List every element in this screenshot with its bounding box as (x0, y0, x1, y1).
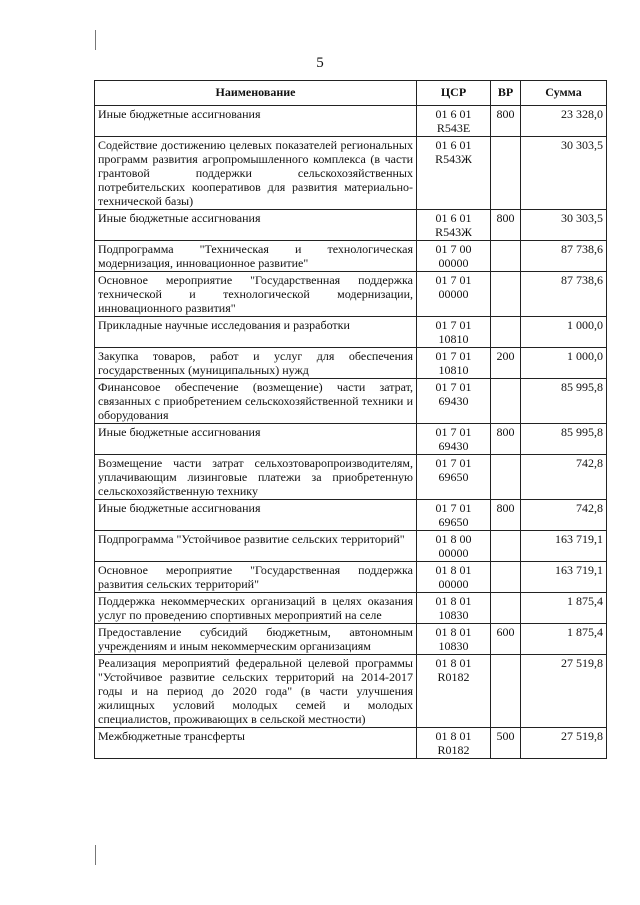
row-csr-line2: 69650 (438, 515, 469, 529)
row-vr: 800 (491, 106, 521, 137)
row-sum: 1 000,0 (521, 317, 607, 348)
row-sum: 85 995,8 (521, 379, 607, 424)
table-row (95, 210, 607, 241)
row-csr (417, 531, 491, 562)
row-vr (491, 593, 521, 624)
row-vr (491, 137, 521, 210)
row-name: Иные бюджетные ассигнования (95, 424, 417, 455)
row-sum: 27 519,8 (521, 728, 607, 759)
table-row (95, 241, 607, 272)
row-name: Поддержка некоммерческих организаций в целях оказания услуг по проведению спортивных мероприятий на селе (95, 593, 417, 624)
row-name: Иные бюджетные ассигнования (95, 106, 417, 137)
row-csr-line1: 01 8 01 (435, 656, 472, 670)
row-vr (491, 241, 521, 272)
row-sum: 87 738,6 (521, 241, 607, 272)
row-vr (491, 455, 521, 500)
row-vr: 500 (491, 728, 521, 759)
row-csr (417, 272, 491, 317)
row-csr (417, 500, 491, 531)
row-csr-line1: 01 8 00 (435, 532, 472, 546)
budget-table (94, 80, 607, 759)
row-csr (417, 137, 491, 210)
row-csr (417, 593, 491, 624)
row-vr (491, 562, 521, 593)
row-sum: 30 303,5 (521, 137, 607, 210)
row-vr: 600 (491, 624, 521, 655)
header-name: Наименование (95, 81, 417, 106)
row-csr-line1: 01 7 01 (435, 380, 472, 394)
row-name: Основное мероприятие "Государственная поддержка технической и технологической модернизации, инновационного развития" (95, 272, 417, 317)
row-name: Межбюджетные трансферты (95, 728, 417, 759)
table-row (95, 272, 607, 317)
row-csr-line2: R543E (436, 121, 471, 135)
table-row (95, 655, 607, 728)
row-sum: 23 328,0 (521, 106, 607, 137)
row-sum: 1 875,4 (521, 624, 607, 655)
table-row (95, 106, 607, 137)
row-sum: 163 719,1 (521, 562, 607, 593)
row-csr-line2: 10830 (438, 639, 469, 653)
table-row (95, 562, 607, 593)
table-row (95, 500, 607, 531)
row-csr-line1: 01 7 01 (435, 318, 472, 332)
row-vr: 200 (491, 348, 521, 379)
row-csr-line2: 10810 (438, 363, 469, 377)
row-name: Реализация мероприятий федеральной целевой программы "Устойчивое развитие сельских территорий на 2014-2017 годы и на период до 2020 года" (в части улучшения жилищных условий молодых семей и молодых специалистов, проживающих в сельской местности) (95, 655, 417, 728)
row-name: Возмещение части затрат сельхозтоваропроизводителям, уплачивающим лизинговые платежи за приобретенную сельскохозяйственную технику (95, 455, 417, 500)
table-row (95, 137, 607, 210)
row-csr-line1: 01 6 01 (435, 107, 472, 121)
row-csr-line1: 01 8 01 (435, 563, 472, 577)
row-sum: 1 000,0 (521, 348, 607, 379)
row-csr (417, 379, 491, 424)
row-name: Содействие достижению целевых показателей региональных программ развития агропромышленного комплекса (в части грантовой поддержки сельскохозяйственных потребительских кооперативов для развития материально-технической базы) (95, 137, 417, 210)
row-csr-line1: 01 7 01 (435, 501, 472, 515)
row-csr (417, 562, 491, 593)
table-row (95, 624, 607, 655)
table-row (95, 424, 607, 455)
table-row (95, 531, 607, 562)
row-csr-line2: 69650 (438, 470, 469, 484)
row-csr (417, 728, 491, 759)
row-csr-line1: 01 8 01 (435, 729, 472, 743)
row-csr (417, 317, 491, 348)
row-vr: 800 (491, 424, 521, 455)
row-sum: 1 875,4 (521, 593, 607, 624)
page-number: 5 (316, 55, 324, 71)
header-vr: ВР (491, 81, 521, 106)
row-csr (417, 455, 491, 500)
row-csr-line2: 10830 (438, 608, 469, 622)
row-sum: 85 995,8 (521, 424, 607, 455)
row-csr-line2: R0182 (437, 743, 470, 757)
row-csr-line2: 00000 (438, 546, 469, 560)
row-csr-line2: 69430 (438, 439, 469, 453)
row-name: Подпрограмма "Устойчивое развитие сельских территорий" (95, 531, 417, 562)
row-vr (491, 531, 521, 562)
row-csr-line2: R543Ж (435, 152, 472, 166)
row-csr-line2: 00000 (438, 256, 469, 270)
row-csr-line2: R0182 (437, 670, 470, 684)
table-row (95, 379, 607, 424)
row-csr-line2: 00000 (438, 287, 469, 301)
row-csr-line1: 01 7 00 (435, 242, 472, 256)
row-sum: 87 738,6 (521, 272, 607, 317)
row-csr (417, 106, 491, 137)
header-sum: Сумма (521, 81, 607, 106)
row-csr (417, 655, 491, 728)
table-row (95, 728, 607, 759)
left-margin-mark-top (95, 30, 96, 50)
row-csr-line1: 01 8 01 (435, 625, 472, 639)
row-name: Иные бюджетные ассигнования (95, 500, 417, 531)
row-csr-line1: 01 6 01 (435, 138, 472, 152)
table-header-row (95, 81, 607, 106)
row-name: Закупка товаров, работ и услуг для обеспечения государственных (муниципальных) нужд (95, 348, 417, 379)
row-csr (417, 424, 491, 455)
row-csr-line1: 01 7 01 (435, 456, 472, 470)
row-sum: 163 719,1 (521, 531, 607, 562)
row-sum: 742,8 (521, 455, 607, 500)
row-csr-line1: 01 7 01 (435, 273, 472, 287)
row-vr: 800 (491, 500, 521, 531)
row-vr (491, 379, 521, 424)
table-row (95, 455, 607, 500)
row-csr (417, 624, 491, 655)
table-row (95, 593, 607, 624)
table-row (95, 317, 607, 348)
row-sum: 742,8 (521, 500, 607, 531)
header-csr: ЦСР (417, 81, 491, 106)
row-name: Основное мероприятие "Государственная поддержка развития сельских территорий" (95, 562, 417, 593)
row-csr (417, 241, 491, 272)
table-row (95, 348, 607, 379)
row-sum: 27 519,8 (521, 655, 607, 728)
row-csr-line2: 00000 (438, 577, 469, 591)
row-csr-line1: 01 7 01 (435, 349, 472, 363)
left-margin-mark-bottom (95, 845, 96, 865)
row-csr-line1: 01 7 01 (435, 425, 472, 439)
row-sum: 30 303,5 (521, 210, 607, 241)
row-name: Прикладные научные исследования и разработки (95, 317, 417, 348)
row-vr (491, 655, 521, 728)
row-vr: 800 (491, 210, 521, 241)
row-name: Предоставление субсидий бюджетным, автономным учреждениям и иным некоммерческим организациям (95, 624, 417, 655)
row-csr-line2: 69430 (438, 394, 469, 408)
row-csr (417, 210, 491, 241)
row-csr-line1: 01 6 01 (435, 211, 472, 225)
row-name: Иные бюджетные ассигнования (95, 210, 417, 241)
row-vr (491, 272, 521, 317)
row-name: Подпрограмма "Техническая и технологическая модернизация, инновационное развитие" (95, 241, 417, 272)
table-body (95, 106, 607, 759)
row-csr-line1: 01 8 01 (435, 594, 472, 608)
row-csr-line2: 10810 (438, 332, 469, 346)
row-name: Финансовое обеспечение (возмещение) части затрат, связанных с приобретением сельскохозяйственной техники и оборудования (95, 379, 417, 424)
row-vr (491, 317, 521, 348)
row-csr (417, 348, 491, 379)
row-csr-line2: R543Ж (435, 225, 472, 239)
